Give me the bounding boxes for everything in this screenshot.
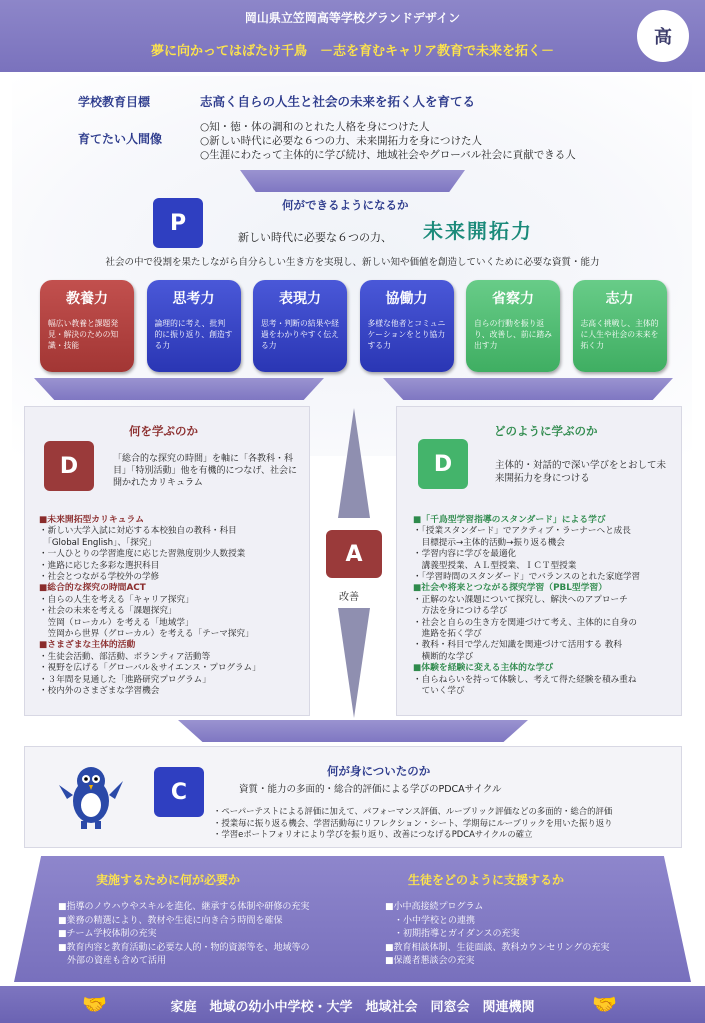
ideal-item: ○新しい時代に必要な６つの力、未来開拓力を身につけた人 — [200, 135, 482, 147]
list-item: 「Global English」、「探究」 — [39, 537, 157, 548]
mascot-bird-icon — [53, 761, 127, 833]
plan-lead: 新しい時代に必要な６つの力、 — [238, 231, 392, 244]
do-left-list — [39, 515, 307, 698]
do-right-letter: D — [418, 439, 468, 489]
handshake-icon: 🤝 — [82, 992, 107, 1016]
support-right-title: 生徒をどのように支援するか — [408, 873, 565, 887]
list-item: ・校内外のさまざまな学習機会 — [39, 686, 160, 697]
ability-name: 教養力 — [66, 291, 108, 307]
ability-card — [466, 280, 560, 372]
list-item: 笠岡から世界（グローカル）を考える「テーマ探究」 — [39, 629, 254, 640]
list-item: ・視野を広げる「グローバル＆サイエンス・プログラム」 — [39, 663, 261, 674]
list-item: ・新しい大学入試に対応する本校独自の教科・科目 — [39, 526, 237, 537]
list-item: 目標提示→主体的活動→振り返る機会 — [413, 537, 565, 548]
list-item: ■チーム学校体制の充実 — [58, 929, 157, 939]
do-left-letter: D — [44, 441, 94, 491]
ability-desc: 思考・判断の結果や経過をわかりやすく伝える力 — [261, 319, 339, 350]
header-banner — [0, 0, 705, 72]
list-item: ・「学習時間のスタンダード」でバランスのとれた家庭学習 — [413, 572, 641, 583]
ideal-label: 育てたい人間像 — [78, 132, 163, 146]
do-left-panel — [24, 406, 310, 716]
plan-letter: P — [153, 198, 203, 248]
ideal-list — [200, 120, 670, 162]
do-right-list — [413, 515, 681, 698]
support-right-list — [385, 901, 675, 969]
list-item: ・「授業スタンダード」でアクティブ・ラーナーへと成長 — [413, 526, 631, 537]
list-item: ・初期指導とガイダンスの充実 — [385, 929, 520, 939]
ability-name: 思考力 — [172, 291, 215, 307]
list-item: ・小中学校との連携 — [385, 915, 476, 926]
ability-desc: 幅広い教養と課題発見・解決のための知識・技能 — [48, 319, 119, 350]
list-item: ・社会とつながる学校外の学修 — [39, 572, 160, 583]
list-item: ・社会の未来を考える「課題探究」 — [39, 606, 177, 617]
ability-name: 省察力 — [492, 291, 534, 307]
list-item: ・一人ひとりの学習進度に応じた習熟度別少人数授業 — [39, 549, 246, 560]
ability-row — [40, 280, 670, 374]
list-item: 方法を身につける学び — [413, 606, 508, 617]
ability-name: 協働力 — [385, 291, 428, 307]
plan-question: 何ができるようになるか — [282, 198, 409, 212]
arrow-band-right — [383, 378, 673, 400]
check-panel — [24, 746, 682, 848]
ability-name: 志力 — [605, 291, 634, 307]
ability-card — [360, 280, 454, 372]
ability-card — [573, 280, 667, 372]
support-left-title: 実施するために何が必要か — [96, 873, 241, 887]
list-item: ■教育内容と教育活動に必要な人的・物的資源等を、地域等の — [58, 942, 310, 953]
list-heading: ■社会や将来とつながる探究学習（PBL型学習） — [413, 583, 608, 594]
goal-label: 学校教育目標 — [78, 95, 151, 109]
list-item: 外部の資産も含めて活用 — [58, 956, 167, 966]
act-letter: A — [326, 530, 382, 578]
ideal-item: ○知・徳・体の調和のとれた人格を身につけた人 — [200, 121, 430, 133]
ideal-item: ○生涯にわたって主体的に学び続け、地域社会やグローバル社会に貢献できる人 — [200, 149, 576, 161]
list-item: ■小中高接続プログラム — [385, 902, 484, 912]
footer-text: 家庭 地域の幼小中学校・大学 地域社会 同窓会 関連機関 — [170, 1000, 535, 1015]
school-title: 岡山県立笠岡高等学校グランドデザイン — [244, 11, 461, 25]
list-heading: ■総合的な探究の時間ACT — [39, 583, 146, 594]
list-item: ■業務の精選により、教材や生徒に向き合う時間を確保 — [58, 915, 283, 926]
do-left-title: 何を学ぶのか — [129, 424, 198, 438]
check-list — [213, 806, 679, 841]
do-right-intro: 主体的・対話的で深い学びをとおして未来開拓力を身につける — [495, 460, 667, 484]
list-item: ・教科・科目で学んだ知識を関連づけて活用する 教科 — [413, 640, 622, 651]
list-item: 講義型授業、ＡＬ型授業、ＩＣＴ型授業 — [413, 560, 577, 571]
check-letter: C — [154, 767, 204, 817]
ability-desc: 論理的に考え、批判的に振り返り、創造する力 — [154, 319, 233, 350]
list-item: 進路を拓く学び — [413, 629, 482, 640]
ability-desc: 自らの行動を振り返り、改善し、前に踏み出す力 — [474, 319, 552, 350]
list-item: ていく学び — [413, 686, 465, 697]
ability-card — [40, 280, 134, 372]
school-crest-icon: 高 — [637, 10, 689, 62]
check-title: 何が身についたのか — [327, 764, 431, 778]
check-intro: 資質・能力の多面的・総合的評価による学びのPDCAサイクル — [239, 784, 502, 795]
ability-desc: 多様な他者とコミュニケーションをとり協力する力 — [367, 319, 446, 350]
list-item: 笠岡（ローカル）を考える「地域学」 — [39, 617, 194, 628]
do-right-title: どのように学ぶのか — [494, 424, 598, 438]
mirai-kaitakuryoku: 未来開拓力 — [423, 219, 533, 243]
list-item: ■保護者懇談会の充実 — [385, 956, 475, 966]
list-heading: ■体験を経験に変える主体的な学び — [413, 663, 554, 674]
list-item: ・ペーパーテストによる評価に加えて、パフォーマンス評価、ルーブリック評価などの多面的・総合的評価 — [213, 806, 613, 816]
list-item: ■指導のノウハウやスキルを進化、継承する体制や研修の充実 — [58, 902, 310, 912]
list-item: ・学習内容に学びを最適化 — [413, 549, 517, 560]
arrow-band — [240, 170, 465, 192]
do-left-intro: 「総合的な探究の時間」を軸に「各教科・科目」「特別活動」他を有機的につなげ、社会に開かれたカリキュラム — [113, 454, 297, 488]
support-left-list — [58, 901, 358, 969]
list-item: ・正解のない課題について探究し、解決へのアプローチ — [413, 594, 628, 605]
act-triangle-down — [338, 608, 370, 718]
list-item: ・進路に応じた多彩な選択科目 — [39, 560, 160, 571]
list-item: ・授業毎に振り返る機会、学習活動毎にリフレクション・シート、学期毎にルーブリックを用いた振り返り — [213, 817, 613, 828]
list-item: ・３年間を見通した「進路研究プログラム」 — [39, 674, 211, 685]
list-item: ・自らの人生を考える「キャリア探究」 — [39, 594, 194, 605]
arrow-band-check — [178, 720, 528, 742]
list-item: ・自らねらいを持って体験し、考えて得た経験を積み重ね — [413, 674, 637, 685]
handshake-icon: 🤝 — [592, 992, 617, 1016]
slogan: 夢に向かってはばたけ千鳥 －志を育むキャリア教育で未来を拓く－ — [150, 44, 554, 59]
ability-card — [253, 280, 347, 372]
do-right-panel — [396, 406, 682, 716]
act-triangle-up — [338, 408, 370, 518]
list-item: ・社会と自らの生き方を関連づけて考え、主体的に自身の — [413, 617, 637, 628]
ability-desc: 志高く挑戦し、主体的に人生や社会の未来を拓く力 — [580, 319, 659, 350]
plan-caption: 社会の中で役割を果たしながら自分らしい生き方を実現し、新しい知や価値を創造していくために必要な資質・能力 — [105, 257, 600, 268]
goal-text: 志高く自らの人生と社会の未来を拓く人を育てる — [200, 94, 476, 109]
footer-banner — [0, 986, 705, 1023]
list-heading: ■「千鳥型学習指導のスタンダード」による学び — [413, 515, 606, 525]
list-heading: ■未来開拓型カリキュラム — [39, 515, 144, 525]
list-item: 横断的な学び — [413, 651, 474, 662]
ability-card — [147, 280, 241, 372]
act-label: 改善 — [339, 592, 359, 603]
list-item: ・生徒会活動、部活動、ボランティア活動等 — [39, 651, 211, 662]
list-item: ・学習eポートフォリオにより学びを振り返り、改善につなげるPDCAサイクルの確立 — [213, 829, 533, 839]
arrow-band-left — [34, 378, 324, 400]
list-heading: ■さまざまな主体的活動 — [39, 640, 136, 651]
ability-name: 表現力 — [279, 291, 321, 307]
list-item: ■教育相談体制、生徒面談、教科カウンセリングの充実 — [385, 942, 610, 953]
